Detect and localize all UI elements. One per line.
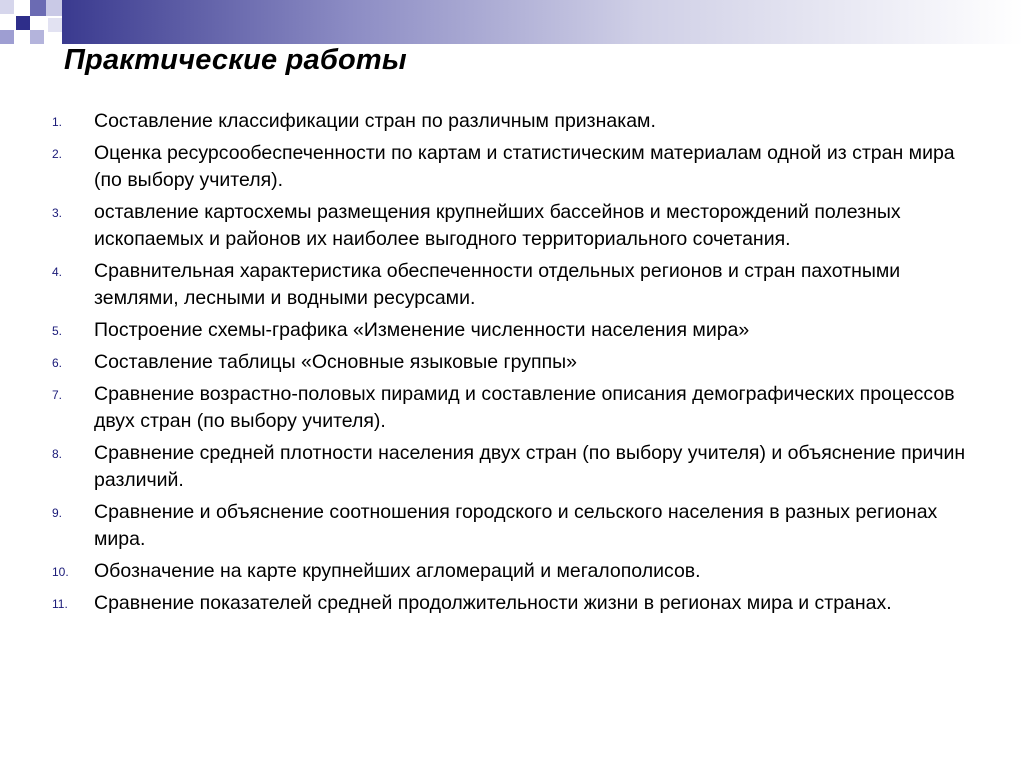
list-item — [52, 317, 972, 344]
list-item — [52, 108, 972, 135]
list-item-text: Составление классификации стран по различным признакам. — [94, 110, 656, 132]
list-item-text: Оценка ресурсообеспеченности по картам и статистическим материалам одной из стран мира (по выбору учителя). — [94, 142, 955, 191]
decorative-square — [16, 16, 30, 30]
decorative-square — [0, 0, 14, 14]
list-item-text: Обозначение на карте крупнейших агломераций и мегалополисов. — [94, 560, 701, 582]
list-item-text: Составление таблицы «Основные языковые группы» — [94, 351, 578, 373]
list-item — [52, 140, 972, 194]
list-item-text: Построение схемы-графика «Изменение численности населения мира» — [94, 319, 750, 341]
list-item-number: 11. — [52, 597, 68, 611]
list-item — [52, 558, 972, 585]
list-item-text: Сравнительная характеристика обеспеченности отдельных регионов и стран пахотными землями, лесными и водными ресурсами. — [94, 260, 901, 309]
list-item — [52, 499, 972, 553]
decorative-square — [48, 18, 62, 32]
list-item-number: 8. — [52, 447, 63, 461]
list-item-number: 3. — [52, 206, 63, 220]
practical-works-list — [52, 108, 972, 622]
decorative-square — [46, 0, 62, 16]
list-item — [52, 590, 972, 617]
decorative-square — [30, 0, 46, 16]
list-item-text: оставление картосхемы размещения крупнейших бассейнов и месторождений полезных ископаемых и районов их наиболее выгодного территориального сочетания. — [94, 201, 901, 250]
list-item — [52, 381, 972, 435]
list-item-number: 10. — [52, 565, 69, 579]
list-item-number: 4. — [52, 265, 63, 279]
list-item-text: Сравнение и объяснение соотношения городского и сельского населения в разных регионах мира. — [94, 501, 938, 550]
list-item-number: 2. — [52, 147, 63, 161]
list-item — [52, 440, 972, 494]
slide-title: Практические работы — [64, 44, 407, 76]
list-item-text: Сравнение показателей средней продолжительности жизни в регионах мира и странах. — [94, 592, 892, 614]
decorative-square — [14, 0, 28, 14]
header-gradient-band — [62, 0, 1024, 44]
list-item-number: 7. — [52, 388, 63, 402]
list-item-text: Сравнение возрастно-половых пирамид и составление описания демографических процессов двух стран (по выбору учителя). — [94, 383, 955, 432]
list-item-number: 9. — [52, 506, 63, 520]
list-item — [52, 258, 972, 312]
list-item-number: 1. — [52, 115, 63, 129]
decorative-square — [30, 30, 44, 44]
decorative-square — [0, 30, 14, 44]
list-item — [52, 349, 972, 376]
list-item-number: 5. — [52, 324, 63, 338]
list-item — [52, 199, 972, 253]
list-item-number: 6. — [52, 356, 63, 370]
list-item-text: Сравнение средней плотности населения двух стран (по выбору учителя) и объяснение причин различий. — [94, 442, 966, 491]
